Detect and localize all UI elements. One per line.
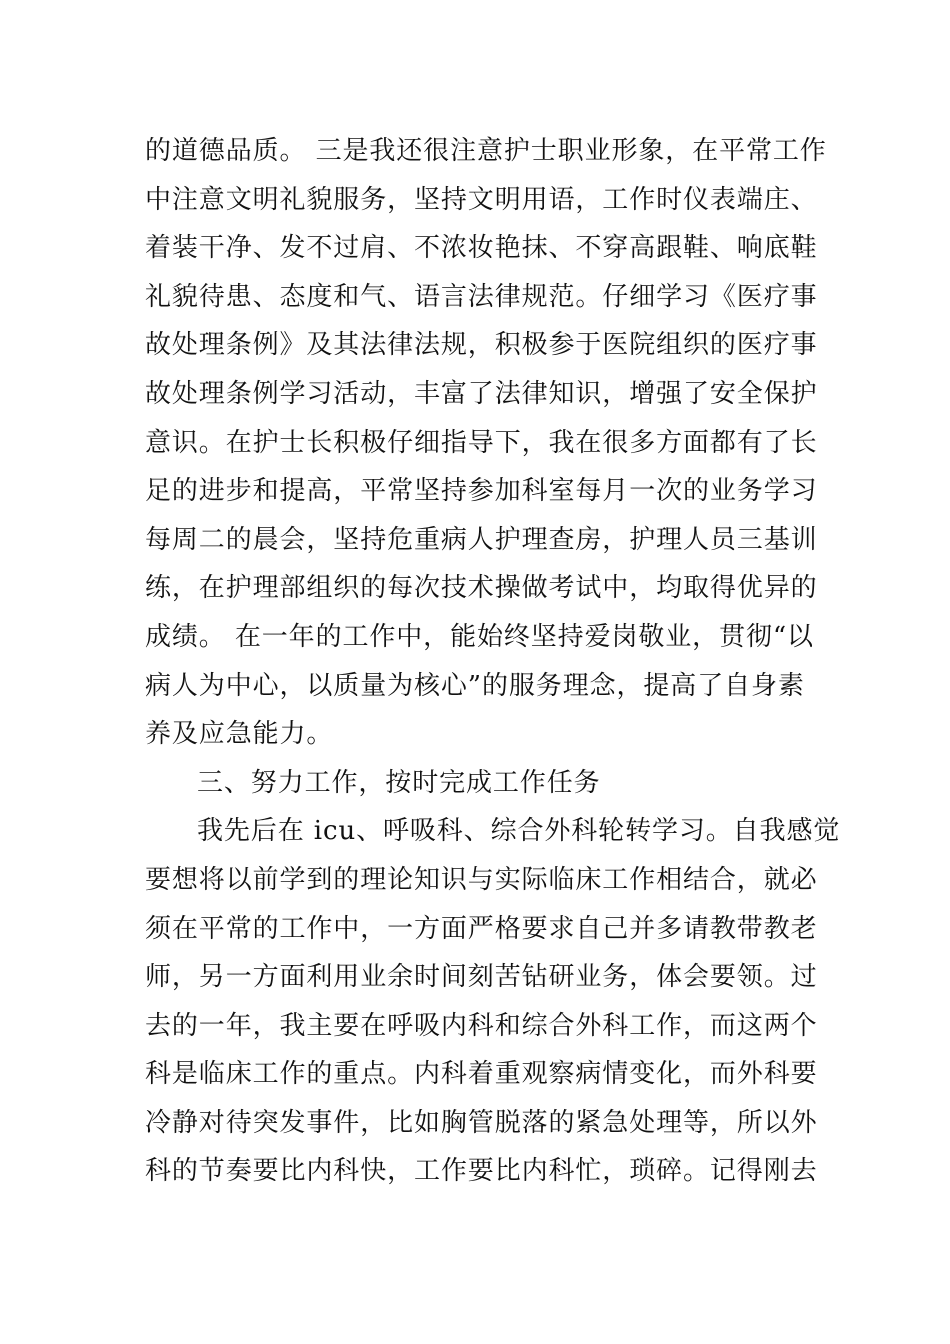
section-heading: 三、努力工作，按时完成工作任务 bbox=[197, 767, 601, 798]
text-line: 足的进步和提高，平常坚持参加科室每月一次的业务学习 bbox=[145, 476, 818, 507]
text-line: 的道德品质。 三是我还很注意护士职业形象，在平常工作 bbox=[145, 136, 827, 166]
text-line: 礼貌待患、态度和气、语言法律规范。仔细学习《医疗事 bbox=[145, 281, 818, 312]
text-line: 练，在护理部组织的每次技术操做考试中，均取得优异的 bbox=[145, 573, 818, 604]
text-line: 师，另一方面利用业余时间刻苦钻研业务，体会要领。过 bbox=[145, 962, 818, 993]
text-line: 中注意文明礼貌服务，坚持文明用语，工作时仪表端庄、 bbox=[145, 184, 818, 215]
text-line: 须在平常的工作中，一方面严格要求自己并多请教带教老 bbox=[145, 913, 818, 944]
text-line: 科的节奏要比内科快，工作要比内科忙，琐碎。记得刚去 bbox=[145, 1156, 818, 1187]
text-line: 冷静对待突发事件，比如胸管脱落的紧急处理等，所以外 bbox=[145, 1107, 818, 1138]
text-line: 成绩。 在一年的工作中，能始终坚持爱岗敬业，贯彻“以 bbox=[145, 621, 814, 652]
text-line: 科是临床工作的重点。内科着重观察病情变化，而外科要 bbox=[145, 1059, 818, 1090]
text-line: 去的一年，我主要在呼吸内科和综合外科工作，而这两个 bbox=[145, 1010, 818, 1041]
text-line: 意识。在护士长积极仔细指导下，我在很多方面都有了长 bbox=[145, 427, 818, 458]
body-text bbox=[145, 127, 841, 1196]
text-line: 每周二的晨会，坚持危重病人护理查房，护理人员三基训 bbox=[145, 524, 818, 555]
text-line: 养及应急能力。 bbox=[145, 719, 334, 750]
text-line: 病人为中心，以质量为核心”的服务理念，提高了自身素 bbox=[145, 670, 805, 701]
paragraph-first-line: 我先后在 icu、呼吸科、综合外科轮转学习。自我感觉 bbox=[197, 816, 841, 847]
text-line: 故处理条例学习活动，丰富了法律知识，增强了安全保护 bbox=[145, 378, 818, 409]
text-line: 故处理条例》及其法律法规，积极参于医院组织的医疗事 bbox=[145, 330, 818, 361]
text-line: 着装干净、发不过肩、不浓妆艳抹、不穿高跟鞋、响底鞋 bbox=[145, 233, 818, 264]
text-line: 要想将以前学到的理论知识与实际临床工作相结合，就必 bbox=[145, 864, 818, 895]
